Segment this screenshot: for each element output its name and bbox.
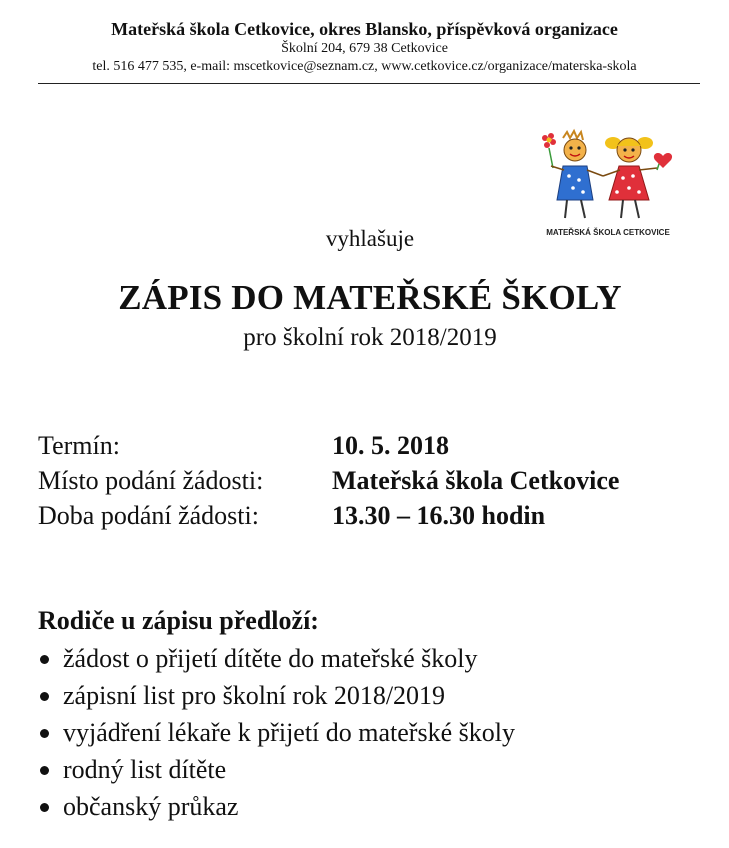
- list-item-text: občanský průkaz: [63, 792, 239, 821]
- list-item: [38, 640, 515, 677]
- list-item: [38, 788, 515, 825]
- children-drawing-icon: [533, 128, 683, 228]
- page-title: ZÁPIS DO MATEŘSKÉ ŠKOLY: [118, 278, 622, 317]
- school-year-subtitle: pro školní rok 2018/2019: [243, 324, 497, 351]
- list-item: [38, 714, 515, 751]
- announcement-verb: vyhlašuje: [325, 226, 415, 251]
- letterhead: [0, 18, 729, 76]
- list-item: [38, 677, 515, 714]
- organization-contact: tel. 516 477 535, e-mail: mscetkovice@seznam.cz, www.cetkovice.cz/organizace/materska-skola: [92, 59, 637, 74]
- bullet-icon: [40, 655, 49, 664]
- list-item-text: zápisní list pro školní rok 2018/2019: [63, 681, 446, 710]
- bullet-icon: [40, 803, 49, 812]
- list-item: [38, 751, 515, 788]
- detail-value: 10. 5. 2018: [332, 431, 449, 460]
- detail-label: Doba podání žádosti:: [38, 501, 259, 530]
- logo-caption: MATEŘSKÁ ŠKOLA CETKOVICE: [546, 228, 670, 237]
- detail-value: 13.30 – 16.30 hodin: [332, 501, 546, 530]
- list-item-text: vyjádření lékaře k přijetí do mateřské školy: [63, 718, 515, 747]
- documents-list: [38, 640, 515, 825]
- bullet-icon: [40, 729, 49, 738]
- organization-address: Školní 204, 679 38 Cetkovice: [281, 41, 448, 56]
- list-item-text: rodný list dítěte: [63, 755, 227, 784]
- bullet-icon: [40, 692, 49, 701]
- header-divider: [38, 83, 700, 84]
- detail-value: Mateřská škola Cetkovice: [332, 466, 620, 495]
- detail-label: Místo podání žádosti:: [38, 466, 264, 495]
- documents-heading: Rodiče u zápisu předloží:: [38, 606, 319, 635]
- list-item-text: žádost o přijetí dítěte do mateřské školy: [63, 644, 478, 673]
- required-documents: [38, 602, 515, 825]
- bullet-icon: [40, 766, 49, 775]
- organization-name: Mateřská škola Cetkovice, okres Blansko, příspěvková organizace: [111, 19, 618, 39]
- detail-label: Termín:: [38, 431, 120, 460]
